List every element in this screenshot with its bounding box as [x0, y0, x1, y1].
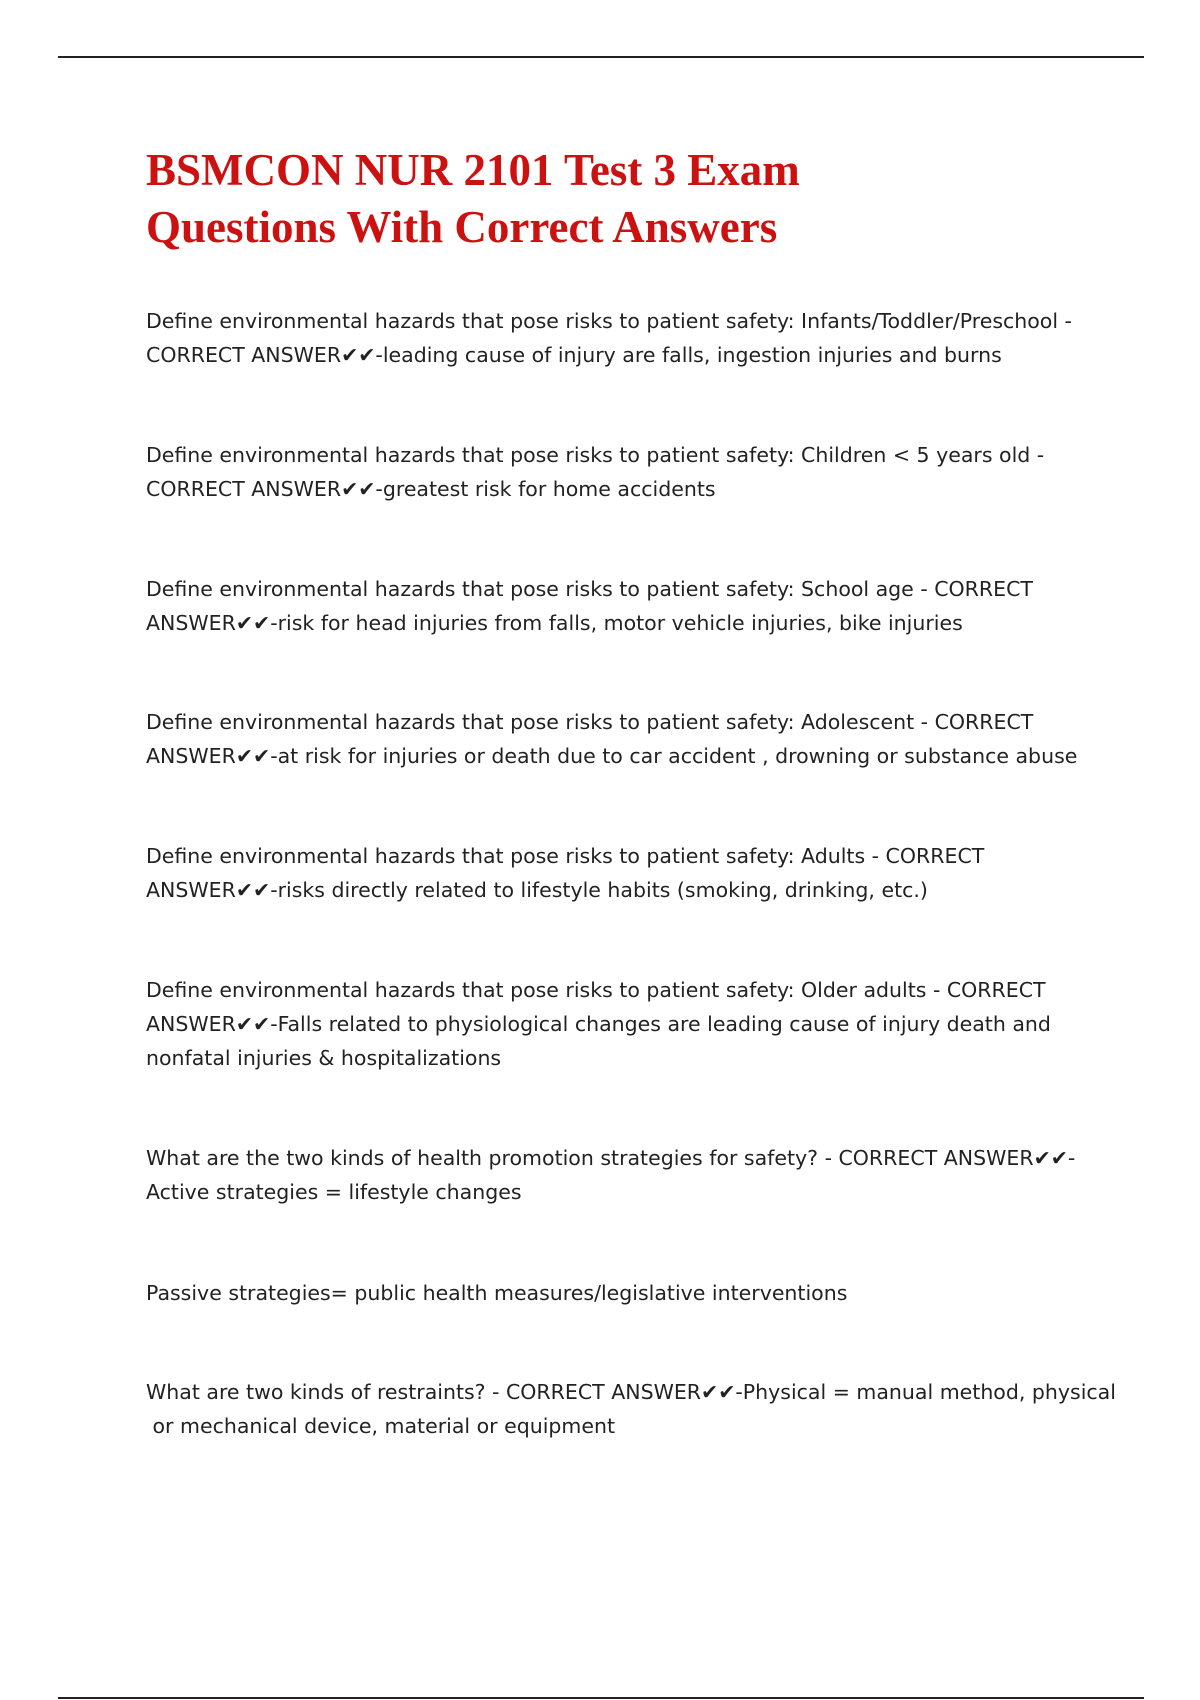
qa-paragraph [146, 1276, 1086, 1310]
qa-paragraph [146, 304, 1086, 372]
qa-paragraph [146, 705, 1086, 773]
document-title [146, 142, 1046, 256]
qa-line: Passive strategies= public health measures/legislative interventions [146, 1281, 848, 1305]
qa-line: Define environmental hazards that pose risks to patient safety: Adults - CORRECT [146, 844, 985, 868]
top-rule [58, 56, 1144, 58]
qa-line: ANSWER✔✔-Falls related to physiological changes are leading cause of injury death and [146, 1012, 1051, 1036]
bottom-rule [58, 1697, 1144, 1699]
qa-paragraph [146, 438, 1086, 506]
qa-line: Define environmental hazards that pose risks to patient safety: Children < 5 years old - [146, 443, 1045, 467]
qa-line: Define environmental hazards that pose risks to patient safety: School age - CORRECT [146, 577, 1033, 601]
qa-line: nonfatal injuries & hospitalizations [146, 1046, 502, 1070]
qa-line: What are two kinds of restraints? - CORRECT ANSWER✔✔-Physical = manual method, physical [146, 1380, 1116, 1404]
qa-paragraph [146, 1375, 1116, 1443]
qa-line: CORRECT ANSWER✔✔-leading cause of injury are falls, ingestion injuries and burns [146, 343, 1002, 367]
title-line: BSMCON NUR 2101 Test 3 Exam [146, 145, 800, 195]
qa-line: Define environmental hazards that pose risks to patient safety: Adolescent - CORRECT [146, 710, 1034, 734]
title-line: Questions With Correct Answers [146, 202, 778, 252]
qa-line: CORRECT ANSWER✔✔-greatest risk for home accidents [146, 477, 716, 501]
qa-line: or mechanical device, material or equipment [146, 1414, 616, 1438]
qa-line: ANSWER✔✔-risks directly related to lifestyle habits (smoking, drinking, etc.) [146, 878, 928, 902]
qa-paragraph [146, 839, 1086, 907]
qa-line: What are the two kinds of health promotion strategies for safety? - CORRECT ANSWER✔✔- [146, 1146, 1076, 1170]
qa-line: Active strategies = lifestyle changes [146, 1180, 522, 1204]
qa-paragraph [146, 973, 1086, 1075]
qa-line: Define environmental hazards that pose risks to patient safety: Older adults - CORRECT [146, 978, 1046, 1002]
qa-line: ANSWER✔✔-risk for head injuries from falls, motor vehicle injuries, bike injuries [146, 611, 963, 635]
qa-line: ANSWER✔✔-at risk for injuries or death due to car accident , drowning or substance abuse [146, 744, 1078, 768]
qa-line: Define environmental hazards that pose risks to patient safety: Infants/Toddler/Preschool - [146, 309, 1072, 333]
qa-paragraph [146, 572, 1086, 640]
qa-paragraph [146, 1141, 1086, 1209]
